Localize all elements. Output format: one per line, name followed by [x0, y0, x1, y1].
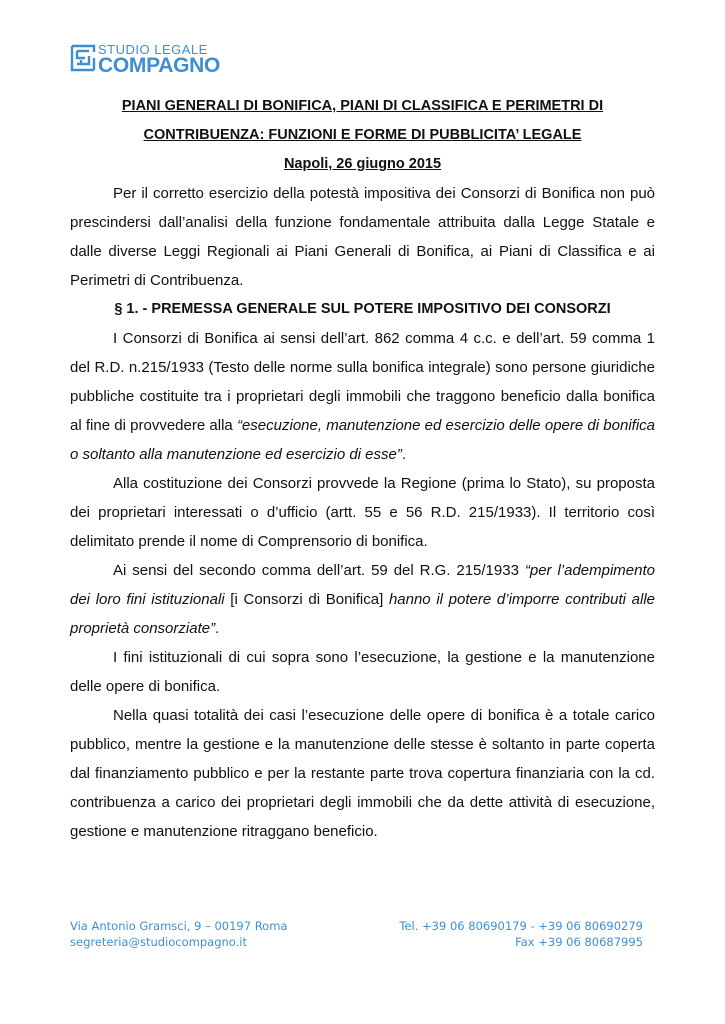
document-title-line1: PIANI GENERALI DI BONIFICA, PIANI DI CLASSIFICA E PERIMETRI DI	[121, 98, 604, 114]
p3-insert: [i Consorzi di Bonifica]	[224, 591, 389, 608]
p3-text: Ai sensi del secondo comma dell’art. 59 del R.G. 215/1933	[113, 562, 525, 579]
document-date: Napoli, 26 giugno 2015	[283, 156, 442, 172]
paragraph-costituzione: Alla costituzione dei Consorzi provvede la Regione (prima lo Stato), su proposta dei proprietari interessati o d’ufficio (artt. 55 e 56 R.D. 215/1933). Il territorio così delimitato prende il nome di Comprensorio di bonifica.	[70, 475, 655, 550]
p1-end: .	[401, 446, 407, 463]
studio-logo	[70, 42, 220, 76]
document-body	[70, 92, 655, 846]
document-title-line2: CONTRIBUENZA: FUNZIONI E FORME DI PUBBLICITA’ LEGALE	[143, 127, 582, 143]
logo-text-studio-legale: STUDIO LEGALE	[98, 42, 208, 57]
page-footer	[70, 918, 643, 950]
p1-text: I Consorzi di Bonifica ai sensi dell’art. 862 comma 4 c.c. e dell’art. 59 comma 1 del R.D. n.215/1933 (Testo delle norme sulla bonifica integrale) sono persone giuridiche pubbliche costituite tra i proprietari degli immobili che traggono beneficio dalla bonifica al fine di provvedere alla	[70, 330, 655, 434]
paragraph-potere-impositivo	[70, 556, 655, 643]
footer-email: segreteria@studiocompagno.it	[70, 935, 247, 949]
paragraph-consorzi-definition	[70, 324, 655, 469]
p3-quote-b: hanno il potere d’imporre contributi alle proprietà consorziate”	[70, 591, 655, 637]
paragraph-fini-istituzionali: I fini istituzionali di cui sopra sono l’esecuzione, la gestione e la manutenzione delle opere di bonifica.	[70, 649, 655, 695]
section-1-heading: § 1. - PREMESSA GENERALE SUL POTERE IMPOSITIVO DEI CONSORZI	[114, 301, 611, 317]
p3-end: .	[215, 620, 220, 637]
p3-quote-a: “per l’adempimento dei loro fini istituzionali	[70, 562, 655, 608]
maze-logo-icon	[70, 42, 96, 74]
paragraph-contribuenza: Nella quasi totalità dei casi l’esecuzione delle opere di bonifica è a totale carico pubblico, mentre la gestione e la manutenzione delle stesse è soltanto in parte coperta dal finanziamento pubblico e per la restante parte trova copertura finanziaria con la cd. contribuenza a carico dei proprietari degli immobili che da dette attività di esecuzione, gestione e manutenzione ritraggano beneficio.	[70, 707, 655, 840]
intro-paragraph: Per il corretto esercizio della potestà impositiva dei Consorzi di Bonifica non può prescindersi dall’analisi della funzione fondamentale attribuita dalla Legge Statale e dalle diverse Leggi Regionali ai Piani Generali di Bonifica, ai Piani di Classifica e ai Perimetri di Contribuenza.	[70, 185, 655, 289]
footer-row-1	[70, 918, 643, 934]
footer-row-2	[70, 934, 643, 950]
p1-quote: “esecuzione, manutenzione ed esercizio delle opere di bonifica o soltanto alla manutenzione ed esercizio di esse”	[70, 417, 656, 463]
footer-telephone: Tel. +39 06 80690179 - +39 06 80690279	[399, 919, 643, 933]
logo-text-compagno: COMPAGNO	[98, 54, 221, 77]
footer-address: Via Antonio Gramsci, 9 – 00197 Roma	[70, 919, 288, 933]
footer-fax: Fax +39 06 80687995	[515, 935, 643, 949]
